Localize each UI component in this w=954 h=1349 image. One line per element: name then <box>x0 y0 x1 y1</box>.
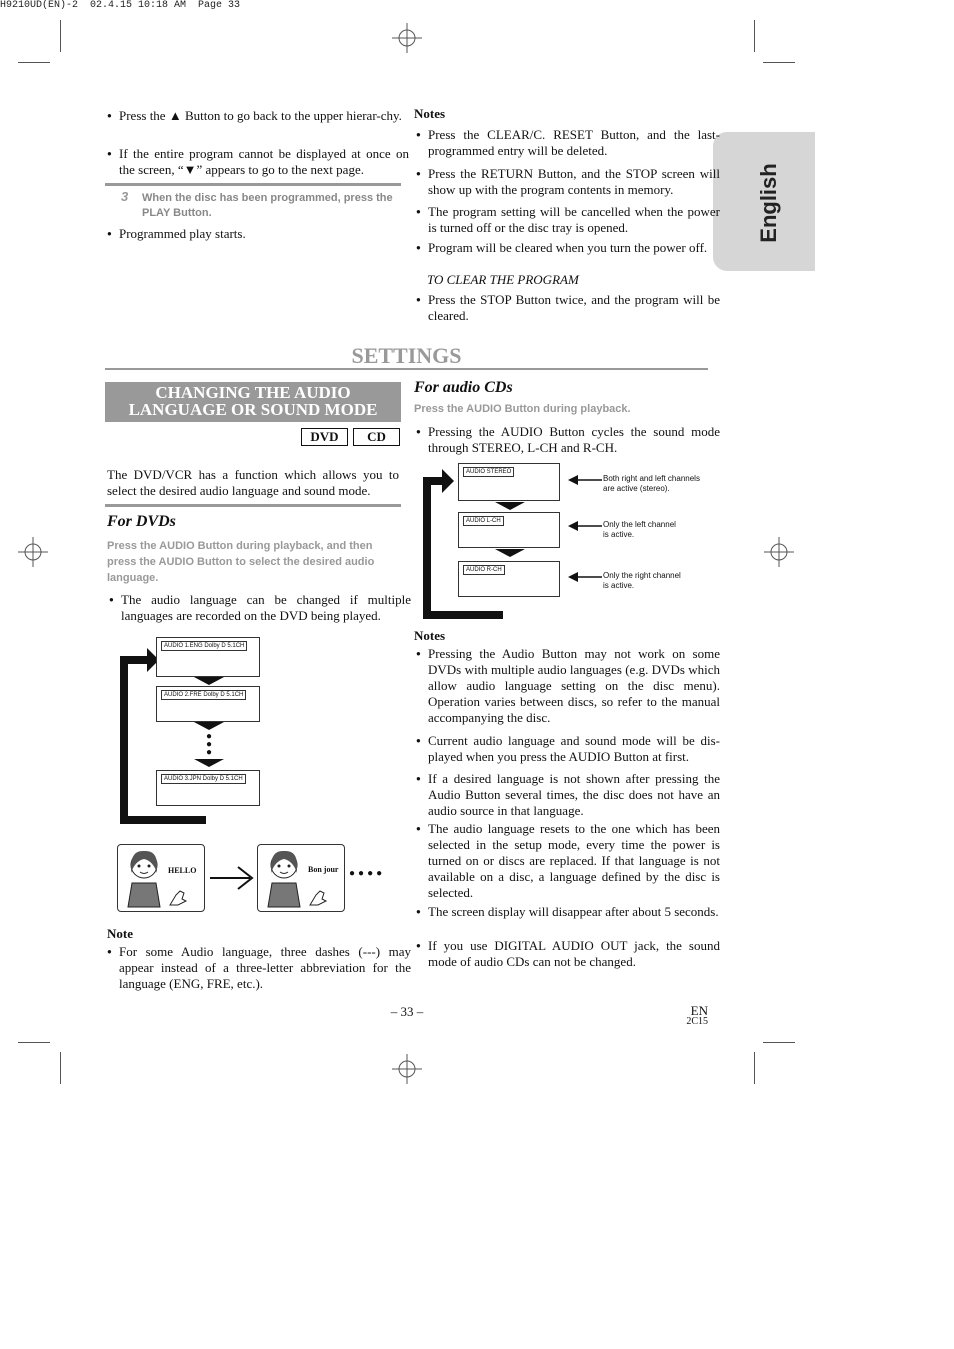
down-arrow-icon <box>194 759 224 767</box>
list-item: ● The audio language can be changed if multiple languages are recorded on the DVD being played. <box>109 592 411 624</box>
step-number: 3 <box>121 189 129 204</box>
section-title: SETTINGS <box>351 343 462 368</box>
list-item: ● Current audio language and sound mode will be dis-played when you press the AUDIO Button at first. <box>416 733 720 765</box>
dvd-loop-arrow <box>120 816 206 824</box>
girl-icon <box>264 847 304 909</box>
down-arrow-icon <box>495 549 525 557</box>
intro-text: The DVD/VCR has a function which allows you to select the desired audio language and sound mode. <box>107 467 399 498</box>
list-item: ● Program will be cleared when you turn the power off. <box>416 240 720 256</box>
callout-text: Only the left channel is active. <box>603 520 676 539</box>
down-arrow-icon <box>194 677 224 685</box>
hand-icon <box>308 887 328 907</box>
down-arrow-icon <box>495 502 525 510</box>
list-item: ● Press the STOP Button twice, and the program will be cleared. <box>416 292 720 324</box>
footer-lang: EN <box>690 1003 708 1018</box>
callout-text: Both right and left channels are active (stereo). <box>603 474 700 493</box>
dvd-instruction: Press the AUDIO Button during playback, and then press the AUDIO Button to select the desired audio language. <box>107 540 375 584</box>
divider <box>105 183 401 186</box>
list-item: ● Pressing the AUDIO Button cycles the sound mode through STEREO, L-CH and R-CH. <box>416 424 720 456</box>
left-arrow-icon <box>568 520 602 532</box>
speech-text: Bon jour <box>308 865 339 874</box>
crop-mark <box>763 62 795 63</box>
dvd-loop-arrow <box>120 656 128 824</box>
screen-label: AUDIO 1.ENG Dolby D 5.1CH <box>161 641 247 651</box>
callout-text: Only the right channel is active. <box>603 571 681 590</box>
down-arrow-icon <box>194 722 224 730</box>
list-item: ● Pressing the Audio Button may not work on some DVDs with multiple audio languages (e.g. DVDs which allow audio language setting on the disc menu). Operation varies between discs, so refer to the manual accompanying the disc. <box>416 646 720 726</box>
list-item: ● Press the CLEAR/C. RESET Button, and the last-programmed entry will be deleted. <box>416 127 720 159</box>
cd-loop-arrowhead-icon <box>442 469 454 493</box>
list-item: ● If you use DIGITAL AUDIO OUT jack, the sound mode of audio CDs can not be changed. <box>416 938 720 970</box>
registration-mark-icon <box>392 23 422 53</box>
left-arrow-icon <box>568 474 602 486</box>
dvd-badge: DVD <box>301 428 348 446</box>
registration-mark-icon <box>392 1054 422 1084</box>
for-dvds-heading: For DVDs <box>107 513 176 530</box>
list-item: ● Programmed play starts. <box>107 226 409 242</box>
tv-screen <box>156 637 260 677</box>
crop-mark <box>60 1052 61 1084</box>
crop-mark <box>754 20 755 52</box>
cd-loop-arrow <box>423 611 503 619</box>
divider <box>105 368 708 370</box>
list-item: ● If a desired language is not shown after pressing the Audio Button several times, the disc does not have an audio source in that language. <box>416 771 720 819</box>
cd-loop-arrow <box>423 477 431 619</box>
language-tab-label: English <box>756 163 781 243</box>
for-audio-cds-heading: For audio CDs <box>414 379 513 396</box>
speaker-illustration <box>117 844 205 912</box>
speaker-illustration <box>257 844 345 912</box>
section-banner <box>105 382 401 422</box>
registration-mark-icon <box>18 537 48 567</box>
tv-screen <box>156 686 260 722</box>
page-number: – 33 – <box>390 1004 424 1019</box>
speech-text: HELLO <box>168 866 197 875</box>
tv-screen <box>458 561 560 597</box>
crop-mark <box>763 1042 795 1043</box>
language-tab <box>713 132 815 271</box>
screen-label: AUDIO STEREO <box>463 467 514 477</box>
list-item: ● The screen display will disappear after about 5 seconds. <box>416 904 720 920</box>
tv-screen <box>156 770 260 806</box>
tv-screen <box>458 512 560 548</box>
left-arrow-icon <box>568 571 602 583</box>
list-item: ● The audio language resets to the one which has been selected in the setup mode, every time the power is turned on or discs are replaced. If that language is not available on a disc, a language defined by the disc is selected. <box>416 821 720 901</box>
ellipsis-dots-icon: ● ● ● <box>206 731 213 758</box>
cd-badge: CD <box>353 428 400 446</box>
screen-label: AUDIO L-CH <box>463 516 504 526</box>
dvd-loop-arrow <box>125 656 147 664</box>
screen-label: AUDIO R-CH <box>463 565 505 575</box>
notes-heading: Notes <box>414 628 446 643</box>
footer-code: 2C15 <box>686 1016 708 1027</box>
crop-mark <box>18 62 50 63</box>
note-heading: Note <box>107 926 133 941</box>
banner-line: LANGUAGE OR SOUND MODE <box>128 400 378 419</box>
tv-screen <box>458 463 560 501</box>
ellipsis-dots-icon: ●●●● <box>349 868 386 879</box>
right-arrow-icon <box>210 865 254 891</box>
crop-mark <box>60 20 61 52</box>
list-item: ● For some Audio language, three dashes (---) may appear instead of a three-letter abbreviation for the language (ENG, FRE, etc.). <box>107 944 411 992</box>
list-item: ● Press the ▲ Button to go back to the upper hierar-chy. <box>107 108 409 124</box>
list-item: ● The program setting will be cancelled when the power is turned off or the disc tray is opened. <box>416 204 720 236</box>
banner-line: CHANGING THE AUDIO <box>155 383 351 402</box>
step-instruction: When the disc has been programmed, press the PLAY Button. <box>142 192 393 219</box>
list-item: ● Press the RETURN Button, and the STOP screen will show up with the program contents in memory. <box>416 166 720 198</box>
cd-loop-arrow <box>428 477 442 485</box>
hand-icon <box>168 887 188 907</box>
cd-instruction: Press the AUDIO Button during playback. <box>414 403 631 415</box>
girl-icon <box>124 847 164 909</box>
list-item: ● If the entire program cannot be displayed at once on the screen, “▼” appears to go to the next page. <box>107 146 409 178</box>
crop-mark <box>754 1052 755 1084</box>
sub-heading: TO CLEAR THE PROGRAM <box>427 272 579 287</box>
print-header: H9210UD(EN)-2 02.4.15 10:18 AM Page 33 <box>0 0 241 11</box>
screen-label: AUDIO 2.FRE Dolby D 5.1CH <box>161 690 246 700</box>
screen-label: AUDIO 3.JPN Dolby D 5.1CH <box>161 774 246 784</box>
registration-mark-icon <box>764 537 794 567</box>
notes-heading: Notes <box>414 106 446 121</box>
divider <box>105 504 401 507</box>
crop-mark <box>18 1042 50 1043</box>
